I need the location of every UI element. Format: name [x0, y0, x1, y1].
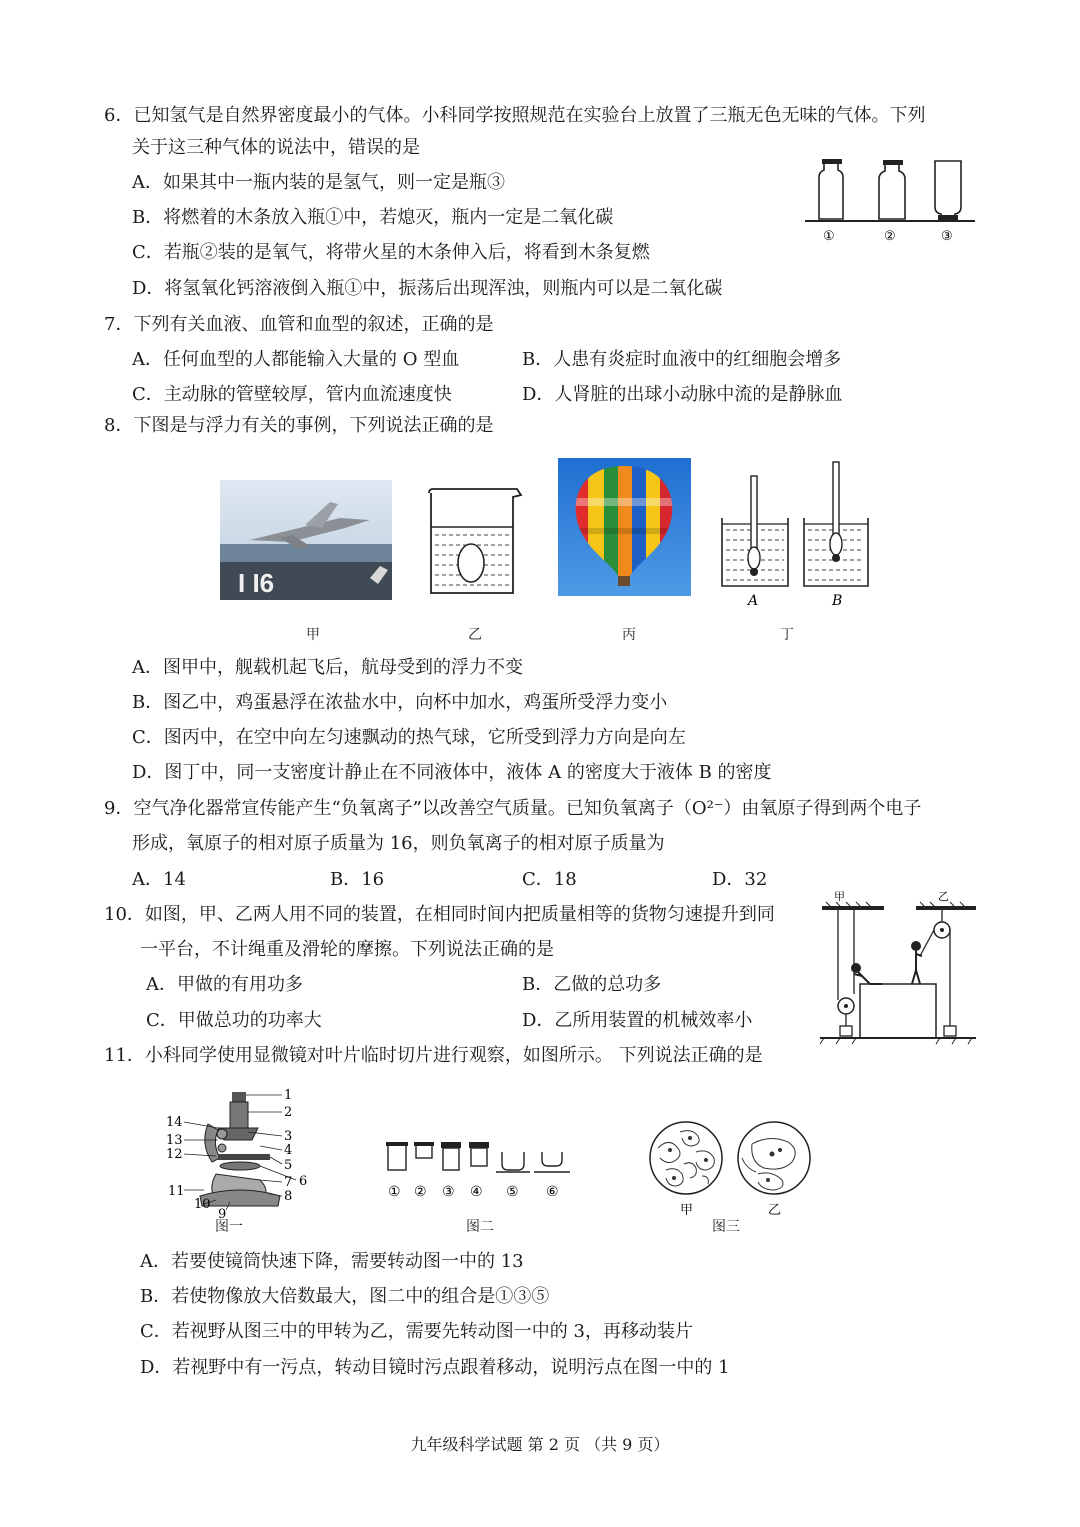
- fig1-caption: 图一: [215, 1219, 243, 1235]
- q8-option-c: C．图丙中，在空中向左匀速飘动的热气球，它所受到浮力方向是向左: [132, 727, 686, 748]
- q9-stem-line1: 9．空气净化器常宣传能产生“负氧离子”以改善空气质量。已知负氧离子（O²⁻）由氧原子得到两个电子: [104, 798, 922, 819]
- q6-option-a: A．如果其中一瓶内装的是氢气，则一定是瓶③: [132, 172, 505, 193]
- scope-num-10: 10: [194, 1197, 211, 1212]
- caption-jia: 甲: [306, 627, 320, 643]
- q6-option-d: D．将氢氧化钙溶液倒入瓶①中，振荡后出现浑浊，则瓶内可以是二氧化碳: [132, 278, 723, 299]
- scope-num-14: 14: [166, 1115, 183, 1130]
- view-label-yi: 乙: [768, 1203, 782, 1218]
- q10-option-a: A．甲做的有用功多: [146, 974, 303, 995]
- scope-num-12: 12: [166, 1147, 183, 1162]
- lens-label-5: ⑤: [506, 1184, 519, 1200]
- lens-label-1: ①: [388, 1184, 401, 1200]
- q10-option-b: B．乙做的总功多: [522, 974, 662, 995]
- q6-stem-line1: 6．已知氢气是自然界密度最小的气体。小科同学按照规范在实验台上放置了三瓶无色无味的气体。下列: [104, 105, 926, 126]
- q8-option-d: D．图丁中，同一支密度计静止在不同液体中，液体 A 的密度大于液体 B 的密度: [132, 762, 772, 783]
- q11-option-c: C．若视野从图三中的甲转为乙，需要先转动图一中的 3，再移动装片: [140, 1321, 693, 1342]
- microscope-view-figure: [646, 1118, 816, 1218]
- pulley-label-yi: 乙: [938, 890, 949, 903]
- scope-num-1: 1: [284, 1088, 293, 1103]
- microscope-figure: [160, 1084, 320, 1234]
- scope-num-4: 4: [284, 1143, 293, 1158]
- q10-option-d: D．乙所用装置的机械效率小: [522, 1010, 753, 1031]
- q11-option-a: A．若要使镜筒快速下降，需要转动图一中的 13: [140, 1251, 524, 1272]
- q9-option-a: A．14: [132, 869, 186, 890]
- lens-label-2: ②: [414, 1184, 427, 1200]
- q10-stem-line1: 10．如图，甲、乙两人用不同的装置，在相同时间内把质量相等的货物匀速提升到同: [104, 904, 775, 925]
- scope-num-6: 6: [299, 1174, 308, 1189]
- q6-stem-line2: 关于这三种气体的说法中，错误的是: [132, 137, 420, 158]
- q8-option-b: B．图乙中，鸡蛋悬浮在浓盐水中，向杯中加水，鸡蛋所受浮力变小: [132, 692, 668, 713]
- lens-label-3: ③: [442, 1184, 455, 1200]
- caption-ding: 丁: [780, 627, 794, 643]
- fig2-caption: 图二: [466, 1219, 494, 1235]
- carrier-jet-photo: [220, 480, 392, 600]
- deck-number-icon: I I6: [238, 568, 275, 598]
- q7-stem: 7．下列有关血液、血管和血型的叙述，正确的是: [104, 314, 494, 335]
- scope-num-8: 8: [284, 1189, 293, 1204]
- scope-num-2: 2: [284, 1105, 293, 1120]
- bottle-label-2: ②: [884, 229, 896, 244]
- q9-option-c: C．18: [522, 869, 577, 890]
- scope-num-11: 11: [168, 1184, 185, 1199]
- q11-option-d: D．若视野中有一污点，转动目镜时污点跟着移动，说明污点在图一中的 1: [140, 1357, 730, 1378]
- q11-option-b: B．若使物像放大倍数最大，图二中的组合是①③⑤: [140, 1286, 550, 1307]
- q6-option-c: C．若瓶②装的是氧气，将带火星的木条伸入后，将看到木条复燃: [132, 242, 650, 263]
- scope-num-3: 3: [284, 1129, 293, 1144]
- caption-yi: 乙: [468, 627, 482, 643]
- caption-bing: 丙: [622, 627, 636, 643]
- q7-option-c: C．主动脉的管壁较厚，管内血流速度快: [132, 384, 452, 405]
- scope-num-7: 7: [284, 1175, 293, 1190]
- q10-option-c: C．甲做总功的功率大: [146, 1010, 322, 1031]
- beaker-label-a: A: [748, 593, 759, 609]
- pulley-figure: [820, 888, 978, 1048]
- pulley-label-jia: 甲: [834, 890, 845, 903]
- lenses-figure: [384, 1136, 580, 1206]
- q9-stem-line2: 形成，氧原子的相对原子质量为 16，则负氧离子的相对原子质量为: [132, 833, 665, 854]
- lens-label-4: ④: [470, 1184, 483, 1200]
- q7-option-d: D．人肾脏的出球小动脉中流的是静脉血: [522, 384, 843, 405]
- bottle-label-3: ③: [941, 229, 953, 244]
- q11-stem: 11．小科同学使用显微镜对叶片临时切片进行观察，如图所示。 下列说法正确的是: [104, 1045, 763, 1066]
- hydrometer-figure: [718, 458, 873, 610]
- q10-stem-line2: 一平台，不计绳重及滑轮的摩擦。下列说法正确的是: [140, 939, 554, 960]
- view-label-jia: 甲: [680, 1203, 694, 1218]
- q8-stem: 8．下图是与浮力有关的事例，下列说法正确的是: [104, 415, 494, 436]
- egg-beaker-figure: [425, 485, 525, 600]
- q7-option-a: A．任何血型的人都能输入大量的 O 型血: [132, 349, 460, 370]
- gas-bottles-figure: [805, 155, 980, 245]
- scope-num-9: 9: [218, 1207, 227, 1222]
- scope-num-5: 5: [284, 1158, 293, 1173]
- beaker-label-b: B: [832, 593, 843, 609]
- fig3-caption: 图三: [712, 1219, 740, 1235]
- q8-option-a: A．图甲中，舰载机起飞后，航母受到的浮力不变: [132, 657, 523, 678]
- hot-air-balloon-photo: [558, 458, 691, 596]
- q9-option-b: B．16: [330, 869, 385, 890]
- q7-option-b: B．人患有炎症时血液中的红细胞会增多: [522, 349, 842, 370]
- page-footer: 九年级科学试题 第 2 页 （共 9 页）: [410, 1435, 670, 1454]
- bottle-label-1: ①: [823, 229, 835, 244]
- q9-option-d: D．32: [712, 869, 768, 890]
- q6-option-b: B．将燃着的木条放入瓶①中，若熄灭，瓶内一定是二氧化碳: [132, 207, 614, 228]
- scope-num-13: 13: [166, 1133, 183, 1148]
- lens-label-6: ⑥: [546, 1184, 559, 1200]
